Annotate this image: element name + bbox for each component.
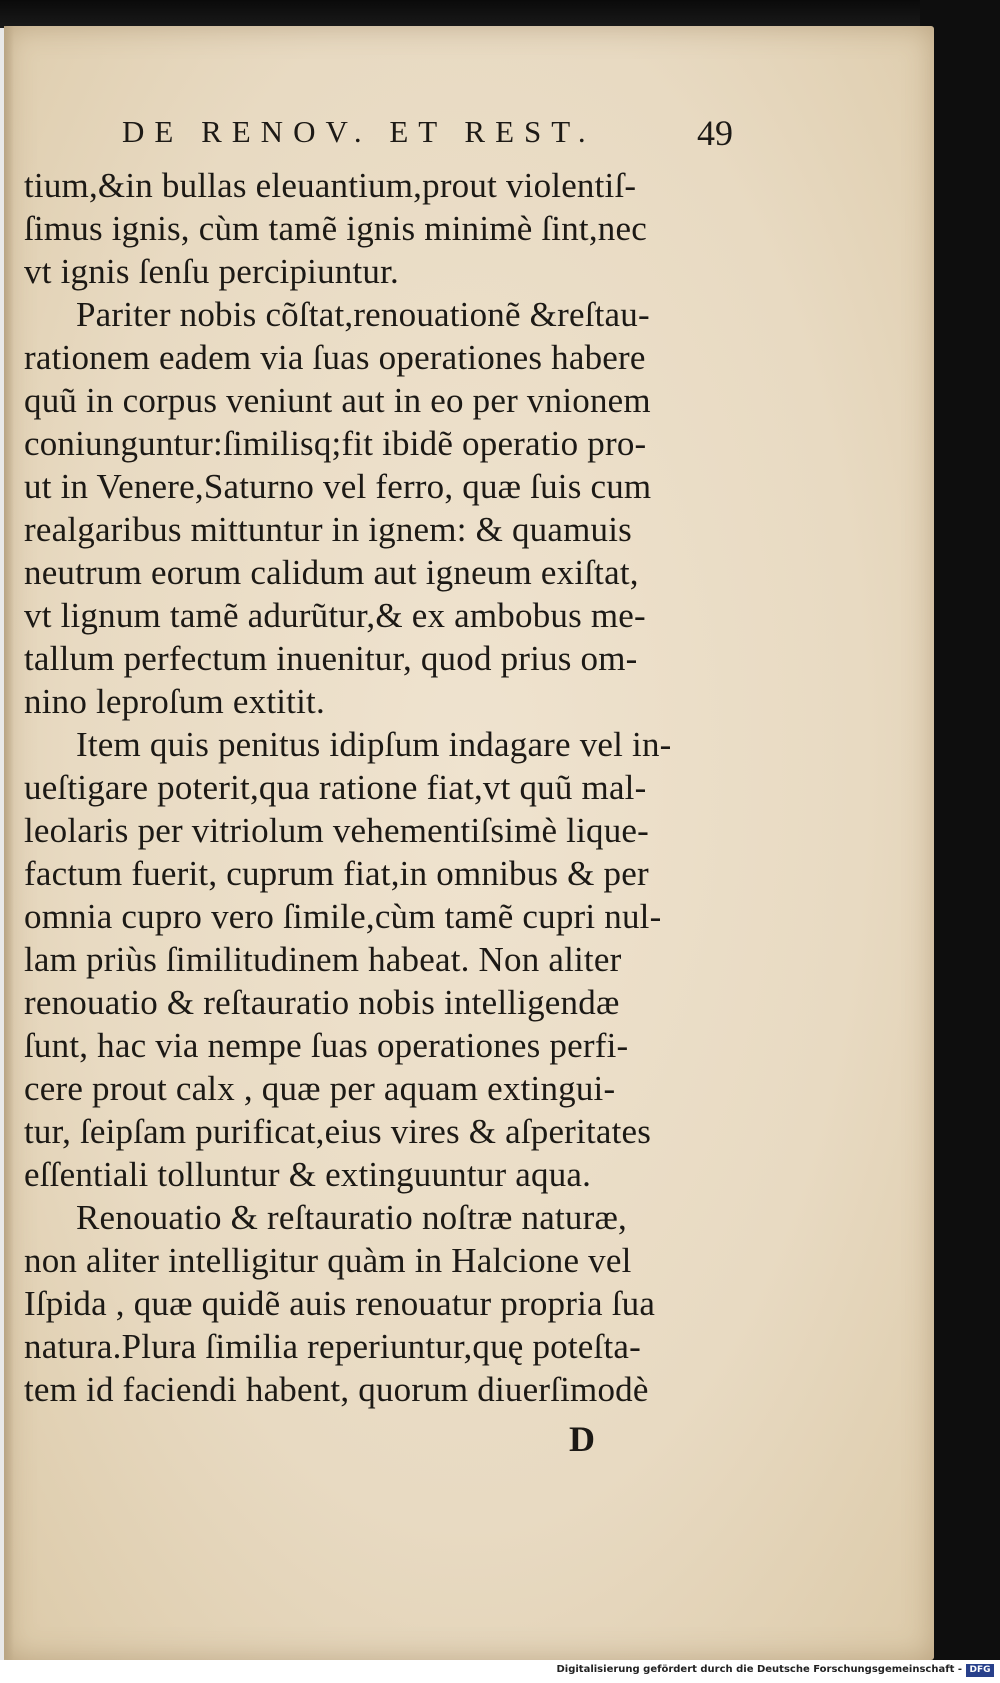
text-line: tur, ſeipſam purificat,eius vires & aſperitates <box>24 1112 652 1151</box>
dfg-logo: DFG <box>966 1664 994 1677</box>
signature-mark: D <box>569 1419 595 1459</box>
text-line: Pariter nobis cõſtat,renouationẽ &reſtau- <box>76 295 650 334</box>
text-line: eſſentiali tolluntur & extinguuntur aqua. <box>24 1155 592 1194</box>
scan-top-shadow <box>0 0 1000 28</box>
text-line: tium,&in bullas eleuantium,prout violentiſ- <box>24 166 637 205</box>
text-line: non aliter intelligitur quàm in Halcione vel <box>24 1241 632 1280</box>
text-line: factum fuerit, cuprum fiat,in omnibus & per <box>24 854 649 893</box>
text-line: neutrum eorum calidum aut igneum exiſtat, <box>24 553 639 592</box>
text-line: natura.Plura ſimilia reperiuntur,quę poteſta- <box>24 1327 641 1366</box>
text-line: vt ignis ſenſu percipiuntur. <box>24 252 399 291</box>
text-line: ueſtigare poterit,qua ratione fiat,vt quũ mal- <box>24 768 647 807</box>
book-page <box>4 26 934 1660</box>
text-line: ſunt, hac via nempe ſuas operationes perfi- <box>24 1026 629 1065</box>
text-line: omnia cupro vero ſimile,cùm tamẽ cupri nul- <box>24 897 662 936</box>
text-line: renouatio & reſtauratio nobis intelligendæ <box>24 983 620 1022</box>
text-line: tallum perfectum inuenitur, quod prius om- <box>24 639 638 678</box>
text-line: coniunguntur:ſimilisq;fit ibidẽ operatio pro- <box>24 424 647 463</box>
body-text <box>24 164 744 1411</box>
running-title: DE RENOV. ET REST. <box>122 114 596 149</box>
text-line: vt lignum tamẽ adurũtur,& ex ambobus me- <box>24 596 646 635</box>
text-line: lam priùs ſimilitudinem habeat. Non aliter <box>24 940 622 979</box>
text-line: Iſpida , quæ quidẽ auis renouatur propria ſua <box>24 1284 656 1323</box>
text-line: tem id faciendi habent, quorum diuerſimodè <box>24 1370 649 1409</box>
text-line: realgaribus mittuntur in ignem: & quamuis <box>24 510 632 549</box>
text-line: quũ in corpus veniunt aut in eo per vnionem <box>24 381 651 420</box>
text-line: Item quis penitus idipſum indagare vel in- <box>76 725 672 764</box>
page-gutter-edge <box>4 26 14 1660</box>
text-line: ut in Venere,Saturno vel ferro, quæ ſuis cum <box>24 467 652 506</box>
text-line: ſimus ignis, cùm tamẽ ignis minimè ſint,nec <box>24 209 647 248</box>
text-line: cere prout calx , quæ per aquam extingui- <box>24 1069 616 1108</box>
page-number: 49 <box>697 113 733 153</box>
text-line: nino leproſum extitit. <box>24 682 325 721</box>
funding-credit: Digitalisierung gefördert durch die Deutsche Forschungsgemeinschaft - <box>556 1664 962 1675</box>
text-line: rationem eadem via ſuas operationes habere <box>24 338 646 377</box>
digitization-footer <box>0 1660 1000 1683</box>
text-line: Renouatio & reſtauratio noſtræ naturæ, <box>76 1198 627 1237</box>
text-line: leolaris per vitriolum vehementiſsimè lique- <box>24 811 650 850</box>
